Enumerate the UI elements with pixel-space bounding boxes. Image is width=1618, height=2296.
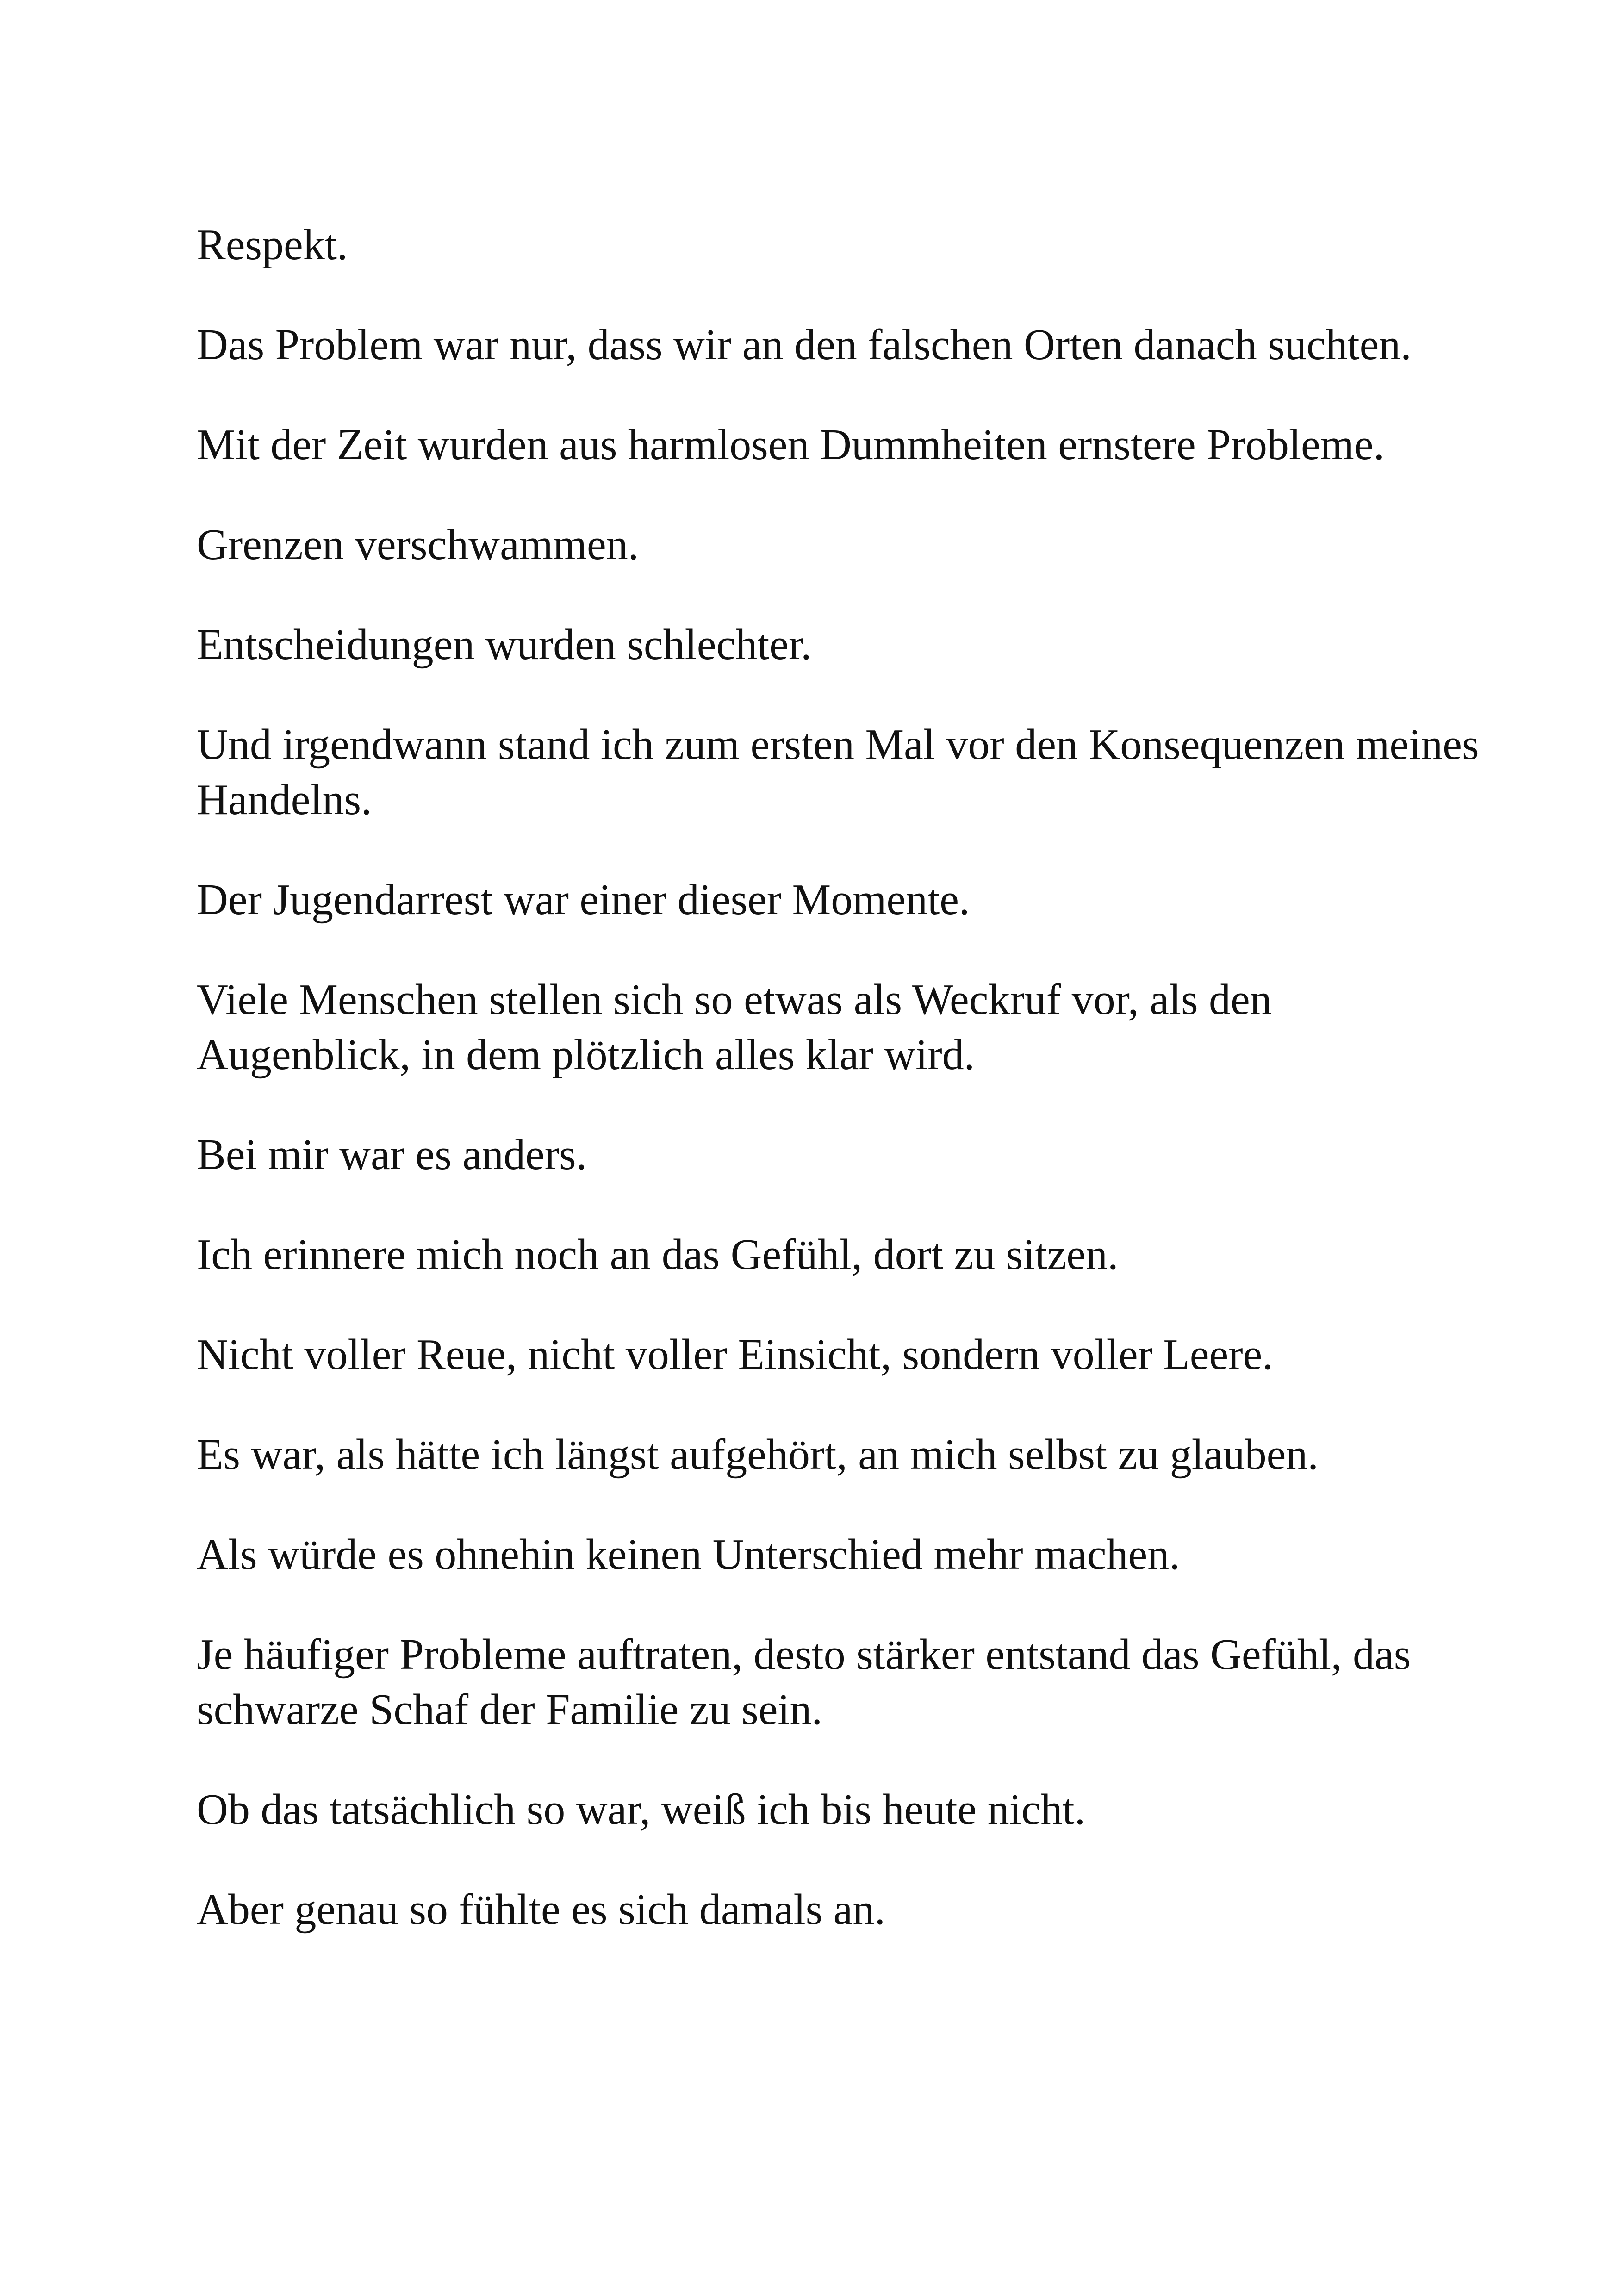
paragraph: Entscheidungen wurden schlechter. xyxy=(197,621,812,669)
paragraph: Je häufiger Probleme auftraten, desto stärker entstand das Gefühl, das schwarze Schaf der Familie zu sein. xyxy=(197,1630,1411,1734)
paragraph: Ob das tatsächlich so war, weiß ich bis heute nicht. xyxy=(197,1786,1086,1834)
paragraph: Respekt. xyxy=(197,221,348,269)
paragraph: Als würde es ohnehin keinen Unterschied mehr machen. xyxy=(197,1531,1180,1579)
paragraph: Mit der Zeit wurden aus harmlosen Dummheiten ernstere Probleme. xyxy=(197,421,1384,469)
paragraph: Das Problem war nur, dass wir an den falschen Orten danach suchten. xyxy=(197,321,1412,369)
paragraph: Bei mir war es anders. xyxy=(197,1131,587,1179)
paragraph: Nicht voller Reue, nicht voller Einsicht, sondern voller Leere. xyxy=(197,1331,1273,1379)
paragraph: Und irgendwann stand ich zum ersten Mal vor den Konsequenzen meines Handelns. xyxy=(197,721,1479,824)
paragraph: Viele Menschen stellen sich so etwas als Weckruf vor, als den Augenblick, in dem plötzlich alles klar wird. xyxy=(197,976,1272,1079)
paragraph: Aber genau so fühlte es sich damals an. xyxy=(197,1885,885,1934)
body-text xyxy=(197,218,1493,1982)
paragraph: Ich erinnere mich noch an das Gefühl, dort zu sitzen. xyxy=(197,1231,1119,1279)
paragraph: Es war, als hätte ich längst aufgehört, an mich selbst zu glauben. xyxy=(197,1431,1319,1479)
paragraph: Grenzen verschwammen. xyxy=(197,521,639,569)
paragraph: Der Jugendarrest war einer dieser Momente. xyxy=(197,876,970,924)
